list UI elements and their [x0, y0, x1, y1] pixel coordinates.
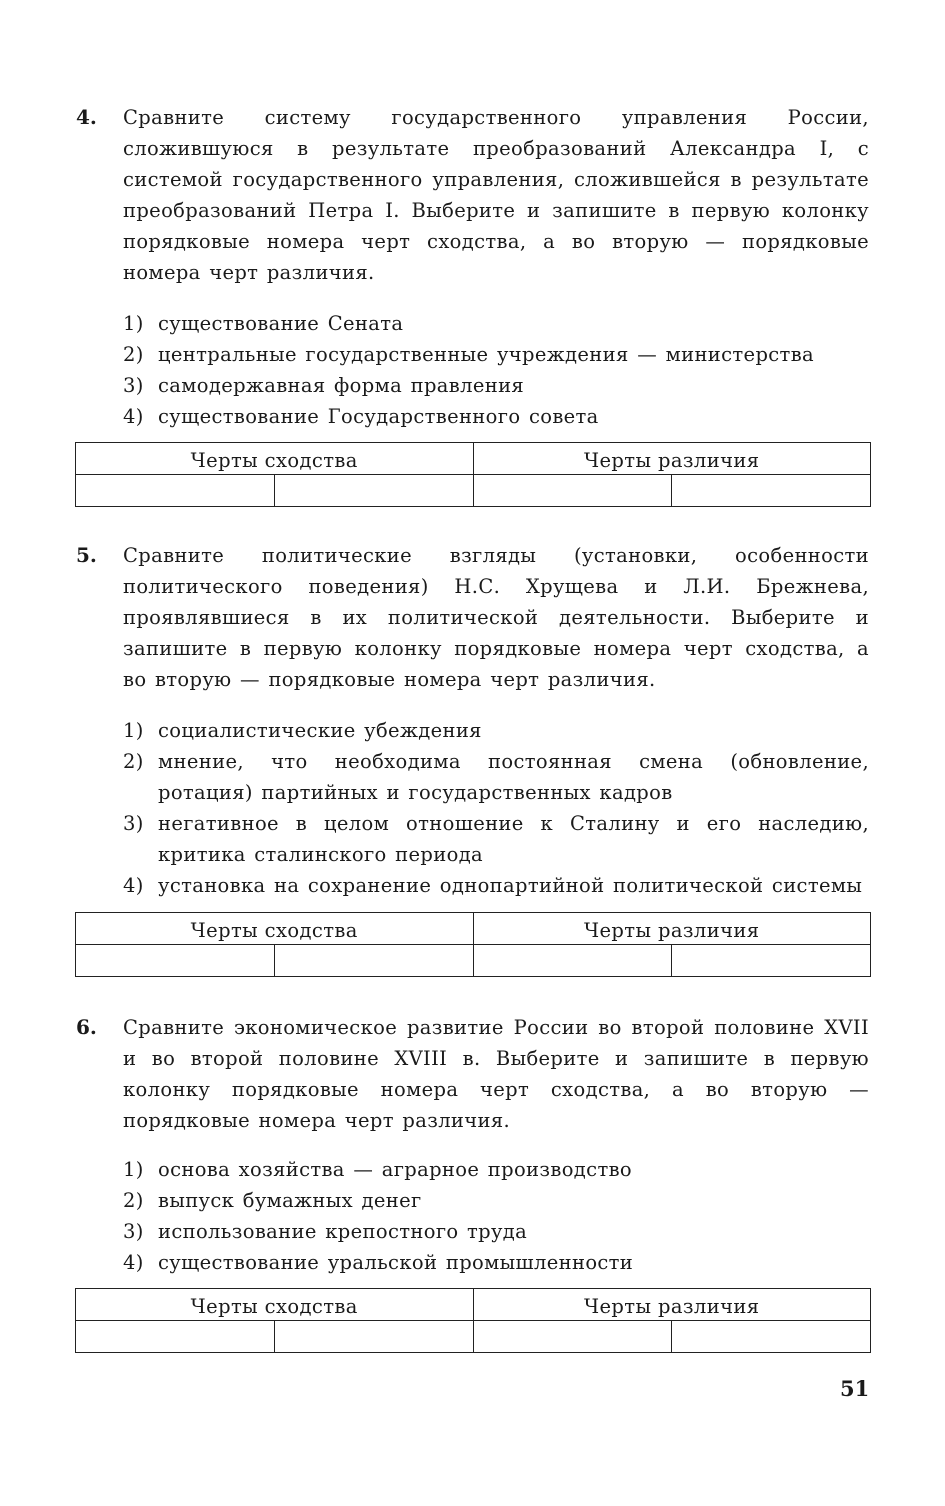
answer-cell[interactable] [672, 945, 871, 977]
similar-header: Черты сходства [76, 1289, 474, 1321]
option-text: существование уральской промышленности [158, 1251, 634, 1274]
option-text: основа хозяйства — аграрное производство [158, 1158, 632, 1181]
page-number: 51 [840, 1376, 870, 1401]
option-number: 4) [123, 874, 144, 897]
similar-header: Черты сходства [76, 443, 474, 475]
task-number: 4. [76, 105, 97, 129]
option-number: 3) [123, 374, 144, 397]
answer-cell[interactable] [274, 1321, 473, 1353]
option-text: выпуск бумажных денег [158, 1189, 422, 1212]
list-item [123, 1247, 869, 1278]
different-header: Черты различия [473, 913, 871, 945]
option-text: установка на сохранение однопартийной политической системы [158, 874, 863, 897]
list-item [123, 808, 869, 870]
option-text: негативное в целом отношение к Сталину и его наследию, критика сталинского периода [158, 812, 869, 866]
answer-cell[interactable] [274, 945, 473, 977]
options-list [123, 715, 869, 901]
list-item [123, 1154, 869, 1185]
options-list [123, 308, 869, 432]
different-header: Черты различия [473, 1289, 871, 1321]
option-number: 1) [123, 719, 144, 742]
answer-cell[interactable] [672, 1321, 871, 1353]
answer-cell[interactable] [473, 1321, 672, 1353]
option-number: 2) [123, 1189, 144, 1212]
answer-table [75, 1288, 871, 1353]
task-prompt: Сравните политические взгляды (установки, особенности политического поведения) Н.С. Хрущева и Л.И. Брежнева, проявлявшиеся в их политической деятельности. Выберите и запишите в первую колонку порядковые номера черт сходства, а во вторую — порядковые номера черт различия. [123, 544, 869, 691]
answer-cell[interactable] [274, 475, 473, 507]
option-number: 1) [123, 1158, 144, 1181]
task-number: 6. [76, 1015, 97, 1039]
list-item [123, 308, 869, 339]
list-item [123, 1185, 869, 1216]
option-text: существование Сената [158, 312, 404, 335]
option-number: 1) [123, 312, 144, 335]
list-item [123, 339, 869, 370]
option-number: 4) [123, 1251, 144, 1274]
option-text: существование Государственного совета [158, 405, 599, 428]
task-number: 5. [76, 543, 97, 567]
list-item [123, 1216, 869, 1247]
option-number: 2) [123, 343, 144, 366]
option-text: использование крепостного труда [158, 1220, 528, 1243]
task-prompt: Сравните экономическое развитие России во второй половине XVII и во второй половине XVIII в. Выберите и запишите в первую колонку порядковые номера черт сходства, а во вторую — порядковые номера черт различия. [123, 1016, 869, 1132]
option-text: мнение, что необходима постоянная смена (обновление, ротация) партийных и государственных кадров [158, 750, 869, 804]
list-item [123, 870, 869, 901]
answer-cell[interactable] [672, 475, 871, 507]
answer-cell[interactable] [76, 1321, 275, 1353]
list-item [123, 715, 869, 746]
answer-table [75, 912, 871, 977]
option-number: 4) [123, 405, 144, 428]
option-number: 2) [123, 750, 144, 773]
list-item [123, 746, 869, 808]
option-text: центральные государственные учреждения — министерства [158, 343, 814, 366]
list-item [123, 370, 869, 401]
option-text: социалистические убеждения [158, 719, 482, 742]
option-text: самодержавная форма правления [158, 374, 525, 397]
similar-header: Черты сходства [76, 913, 474, 945]
answer-cell[interactable] [76, 475, 275, 507]
answer-table [75, 442, 871, 507]
list-item [123, 401, 869, 432]
option-number: 3) [123, 812, 144, 835]
option-number: 3) [123, 1220, 144, 1243]
options-list [123, 1154, 869, 1278]
answer-cell[interactable] [473, 945, 672, 977]
answer-cell[interactable] [76, 945, 275, 977]
task-prompt: Сравните систему государственного управления России, сложившуюся в результате преобразований Александра I, с системой государственного управления, сложившейся в результате преобразований Петра I. Выберите и запишите в первую колонку порядковые номера черт сходства, а во вторую — порядковые номера черт различия. [123, 106, 869, 284]
different-header: Черты различия [473, 443, 871, 475]
answer-cell[interactable] [473, 475, 672, 507]
